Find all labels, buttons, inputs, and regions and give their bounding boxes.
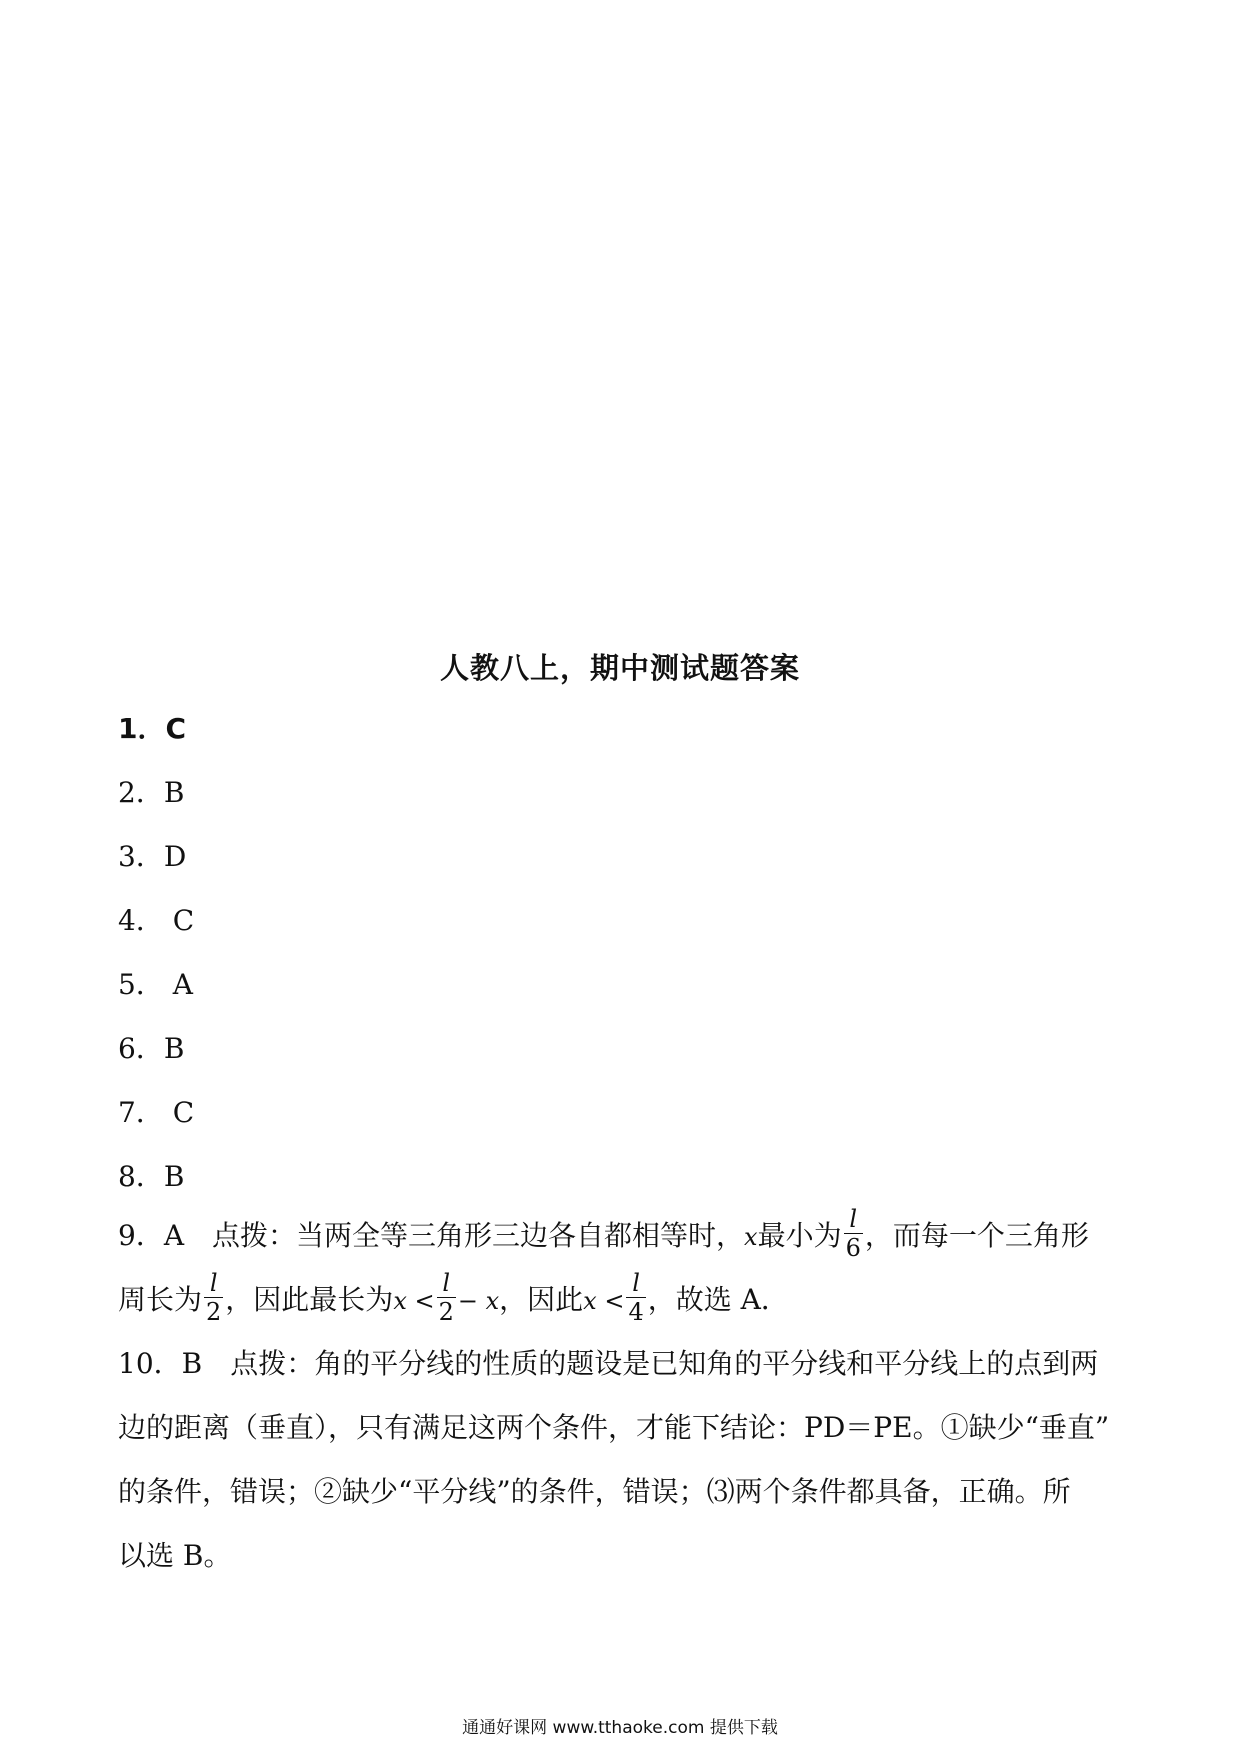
q9-line2-start: 周长为 <box>118 1283 203 1316</box>
answer-6: 6．B <box>118 1032 185 1065</box>
answer-9-line-2 <box>118 1268 1128 1333</box>
page-title: 人教八上，期中测试题答案 <box>439 651 800 685</box>
answer-5: 5． A <box>118 968 193 1001</box>
fraction-denominator: 2 <box>438 1298 454 1326</box>
fraction-denominator: 4 <box>628 1298 644 1326</box>
fraction-denominator: 2 <box>206 1298 222 1326</box>
q9-text-so: ，因此 <box>499 1283 584 1316</box>
q9-inequality-1-right: − x <box>457 1287 500 1315</box>
q9-text-each: ，而每一个三角形 <box>864 1219 1089 1252</box>
fraction-l-over-6 <box>844 1207 863 1260</box>
fraction-denominator: 6 <box>845 1234 861 1262</box>
answer-10-line-2: 边的距离（垂直），只有满足这两个条件，才能下结论：PD＝PE。①缺少“垂直” <box>118 1411 1110 1444</box>
answer-10-line-1: 10．B 点拨：角的平分线的性质的题设是已知角的平分线和平分线上的点到两 <box>118 1347 1099 1380</box>
answer-1: 1．C <box>118 712 187 745</box>
q9-var-x: x <box>744 1223 758 1251</box>
fraction-l-over-2 <box>204 1271 223 1324</box>
q9-text-min: 最小为 <box>757 1219 842 1252</box>
q9-text-so-longest: ，因此最长为 <box>225 1283 394 1316</box>
answer-10-line-4: 以选 B。 <box>118 1539 232 1572</box>
q9-inequality-2-left: x < <box>583 1287 625 1315</box>
fraction-numerator: l <box>204 1271 223 1298</box>
page-footer: 通通好课网 www.tthaoke.com 提供下载 <box>462 1718 778 1738</box>
fraction-numerator: l <box>844 1207 863 1234</box>
q9-prefix: 9．A 点拨：当两全等三角形三边各自都相等时， <box>118 1219 745 1252</box>
fraction-l-over-4 <box>626 1271 645 1324</box>
fraction-numerator: l <box>437 1271 456 1298</box>
answer-10-line-3: 的条件，错误；②缺少“平分线”的条件，错误；⑶两个条件都具备，正确。所 <box>118 1475 1071 1508</box>
answer-3: 3．D <box>118 840 187 873</box>
answer-9-line-1 <box>118 1204 1128 1269</box>
fraction-l-over-2-b <box>437 1271 456 1324</box>
q9-text-end: ，故选 A． <box>647 1283 789 1316</box>
answer-8: 8．B <box>118 1160 185 1193</box>
answer-2: 2．B <box>118 776 185 809</box>
answer-4: 4． C <box>118 904 195 937</box>
q9-inequality-1-left: x < <box>393 1287 435 1315</box>
answer-7: 7． C <box>118 1096 195 1129</box>
fraction-numerator: l <box>626 1271 645 1298</box>
